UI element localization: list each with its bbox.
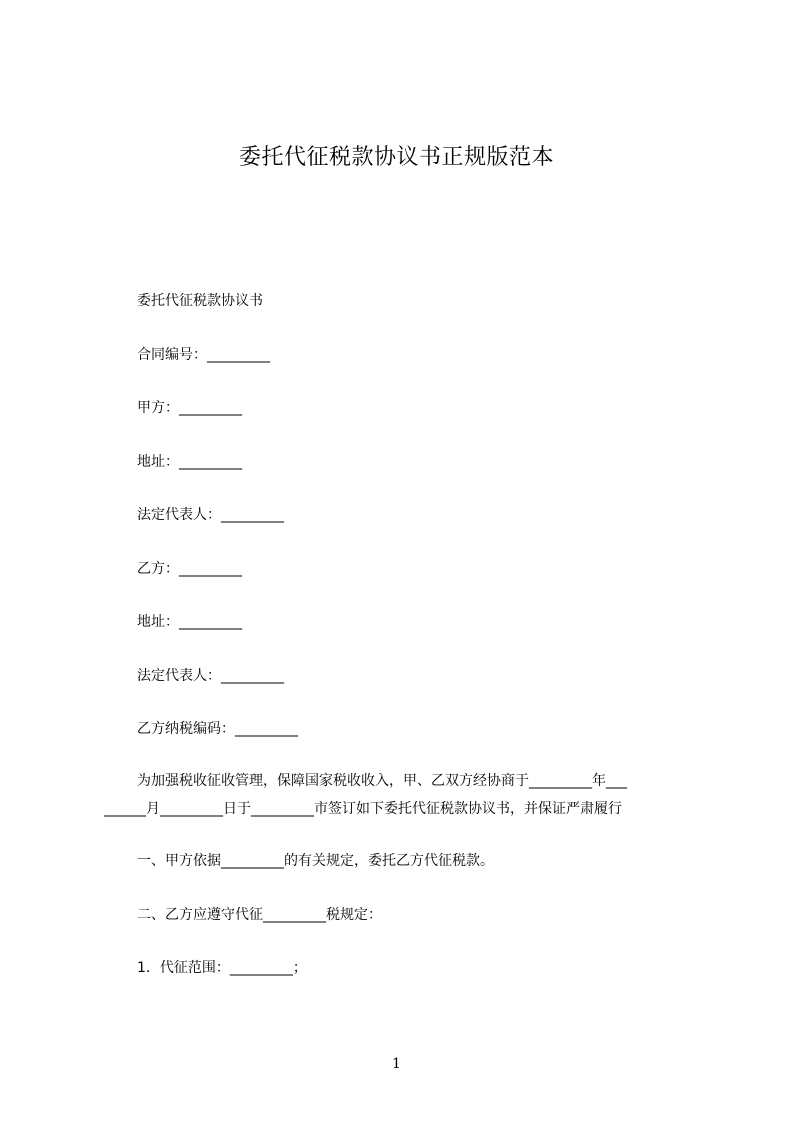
page-number: 1 xyxy=(392,1056,401,1072)
document-title: 委托代征税款协议书正规版范本 xyxy=(238,145,554,170)
party-b-address-field: 地址：_________ xyxy=(137,614,242,630)
party-b-field: 乙方：_________ xyxy=(137,561,242,577)
clause-two-item-one: 1．代征范围：_________； xyxy=(137,960,307,976)
agreement-heading: 委托代征税款协议书 xyxy=(137,293,263,309)
party-b-tax-code-field: 乙方纳税编码：_________ xyxy=(137,721,298,737)
party-a-address-field: 地址：_________ xyxy=(137,454,242,470)
party-b-representative-field: 法定代表人：_________ xyxy=(137,668,284,684)
party-a-representative-field: 法定代表人：_________ xyxy=(137,507,284,523)
party-a-field: 甲方：_________ xyxy=(137,400,242,416)
clause-two: 二、乙方应遵守代征_________税规定： xyxy=(137,907,382,923)
contract-number-field: 合同编号：_________ xyxy=(137,347,270,363)
clause-one: 一、甲方依据_________的有关规定，委托乙方代征税款。 xyxy=(137,853,494,869)
intro-paragraph-line-1: 为加强税收征收管理，保障国家税收收入，甲、乙双方经协商于_________年___ xyxy=(137,773,627,789)
intro-paragraph-line-2: ______月_________日于_________市签订如下委托代征税款协议书，并保证严肃履行 xyxy=(104,801,622,817)
